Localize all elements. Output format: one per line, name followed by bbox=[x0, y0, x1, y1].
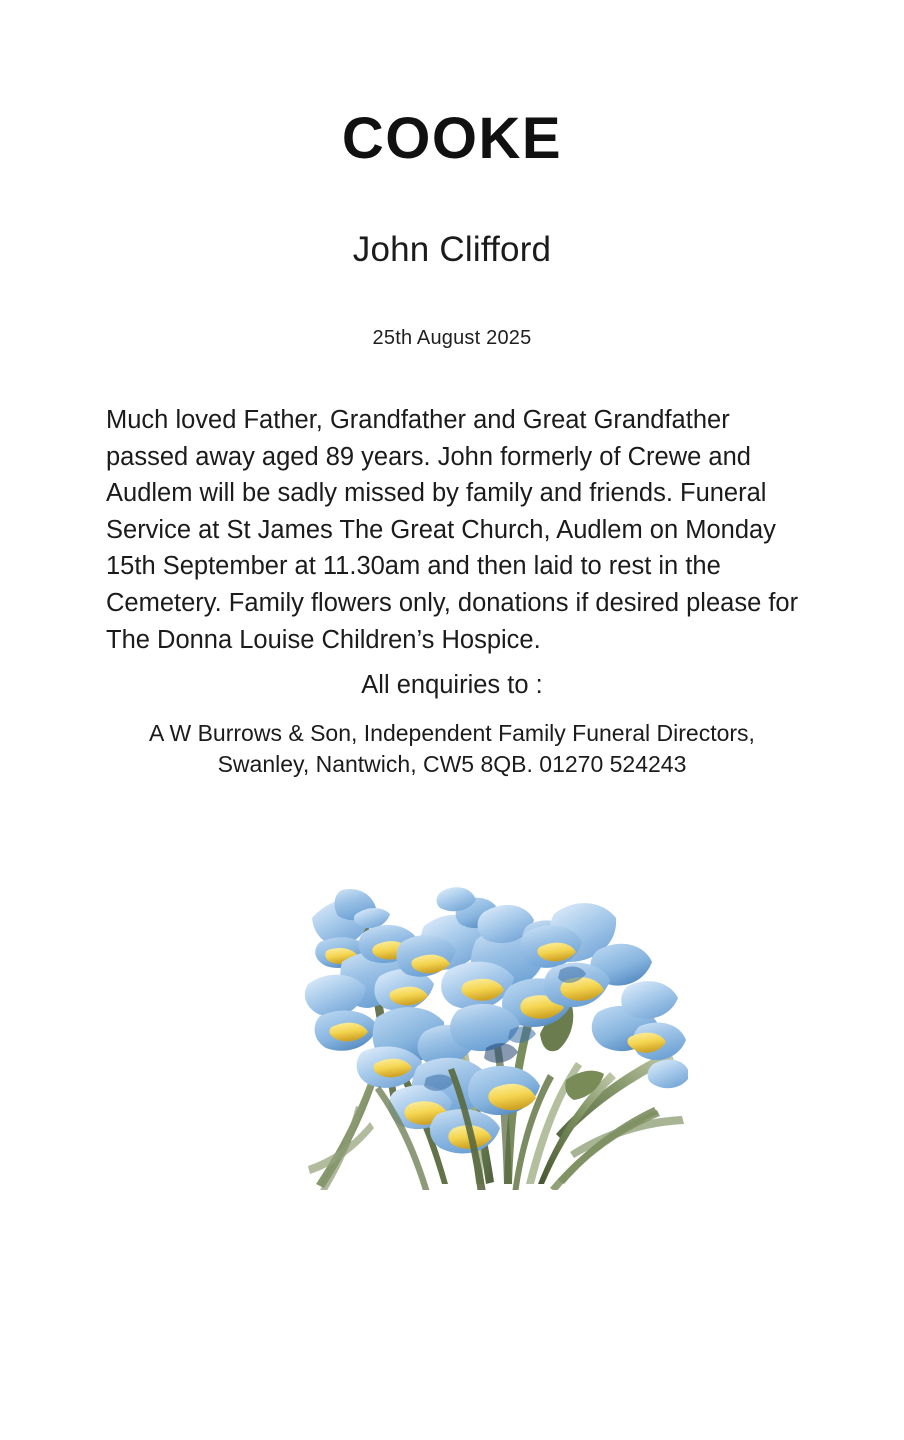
date-of-death: 25th August 2025 bbox=[372, 327, 532, 349]
funeral-director-line-2: Swanley, Nantwich, CW5 8QB. 01270 524243 bbox=[217, 751, 687, 777]
deceased-given-names: John Clifford bbox=[352, 230, 552, 269]
funeral-director-details bbox=[52, 718, 852, 780]
deceased-surname: COOKE bbox=[341, 106, 563, 171]
funeral-director-line-1: A W Burrows & Son, Independent Family Funeral Directors, bbox=[149, 720, 755, 746]
enquiries-heading: All enquiries to : bbox=[361, 671, 543, 699]
blue-iris-bouquet-image bbox=[298, 866, 688, 1201]
obituary-body-paragraph: Much loved Father, Grandfather and Great Grandfather passed away aged 89 years. John formerly of Crewe and Audlem will be sadly missed by family and friends. Funeral Service at St James The Great Church, Audlem on Monday 15th September at 11.30am and then laid to rest in the Cemetery. Family flowers only, donations if desired please for The Donna Louise Children’s Hospice. bbox=[106, 406, 799, 654]
obituary-body bbox=[106, 402, 800, 658]
